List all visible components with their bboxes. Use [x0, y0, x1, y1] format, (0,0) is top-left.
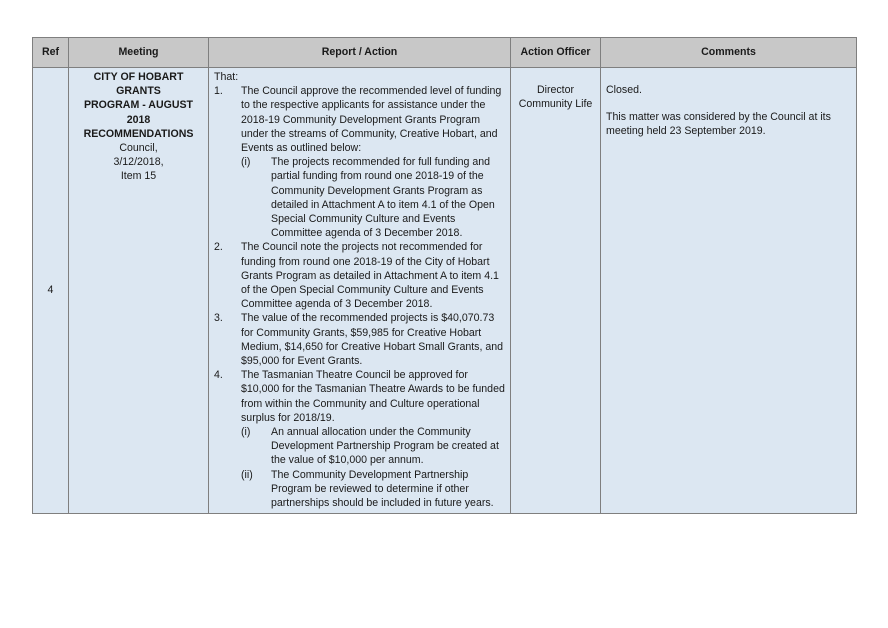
resolution-number: 3.: [214, 312, 223, 325]
resolution-text: The value of the recommended projects is $40,070.73 for Community Grants, $59,985 for Creative Hobart Medium, $14,650 for Creative Hobart Small Grants, and $95,000 for Event Grants.: [241, 312, 504, 368]
meeting-title-line-2: PROGRAM - AUGUST 2018: [83, 99, 194, 126]
subitem-number: (i): [241, 156, 251, 169]
header-comments: Comments: [601, 38, 857, 68]
meeting-title-line-1: CITY OF HOBART GRANTS: [93, 71, 184, 98]
resolution-item: [214, 240, 505, 311]
meeting-item: Item 15: [120, 170, 157, 183]
meeting-body: Council,: [119, 142, 158, 155]
subitem-text: The Community Development Partnership Program be reviewed to determine if other partnerships should be included in future years.: [271, 468, 494, 510]
comment-note: This matter was considered by the Council at its meeting held 23 September 2019.: [606, 111, 831, 138]
header-report-action: Report / Action: [209, 38, 511, 68]
resolution-number: 1.: [214, 85, 223, 98]
subitem-text: The projects recommended for full funding and partial funding from round one 2018-19 of the Community Development Grants Program as detailed in Attachment A to item 4.1 of the Open Special Community Culture and Events Committee agenda of 3 December 2018.: [271, 156, 495, 240]
resolution-text: The Tasmanian Theatre Council be approved for $10,000 for the Tasmanian Theatre Awards to be funded from within the Community and Culture operational surplus for 2018/19.: [241, 369, 505, 424]
resolution-item: [214, 84, 505, 155]
comment-status: Closed.: [606, 84, 642, 96]
subitem-number: (i): [241, 426, 251, 439]
resolution-subitem: [241, 155, 505, 240]
report-intro: That:: [214, 71, 239, 83]
header-ref: Ref: [33, 38, 69, 68]
header-row: [33, 38, 857, 68]
resolution-subitem: [241, 468, 505, 511]
comment-spacer: [606, 97, 851, 110]
comments-cell: [601, 68, 857, 514]
officer-line-2: Community Life: [518, 98, 593, 111]
resolution-item: [214, 311, 505, 368]
ref-cell: 4: [33, 68, 69, 514]
subitem-number: (ii): [241, 468, 253, 481]
table-row: [33, 68, 857, 514]
header-meeting: Meeting: [69, 38, 209, 68]
meeting-title-line-3: RECOMMENDATIONS: [83, 127, 194, 140]
meeting-date: 3/12/2018,: [113, 156, 164, 169]
resolution-text: The Council approve the recommended level of funding to the respective applicants for assistance under the 2018-19 Community Development Grants Program under the streams of Community, Creative Hobart, and Events as outlined below:: [241, 85, 502, 155]
resolution-number: 2.: [214, 241, 223, 254]
meeting-cell: [69, 68, 209, 514]
report-action-cell: [209, 68, 511, 514]
header-action-officer: Action Officer: [511, 38, 601, 68]
resolution-item: [214, 368, 505, 425]
resolution-text: The Council note the projects not recommended for funding from round one 2018-19 of the City of Hobart Grants Program as detailed in Attachment A to item 4.1 of the Open Special Community Culture and Events Committee agenda of 3 December 2018.: [241, 241, 499, 311]
subitem-text: An annual allocation under the Community Development Partnership Program be created at the value of $10,000 per annum.: [271, 426, 499, 467]
action-officer-cell: [511, 68, 601, 514]
actions-table: [32, 37, 857, 514]
resolution-number: 4.: [214, 369, 223, 382]
resolution-subitem: [241, 425, 505, 468]
officer-line-1: Director: [536, 84, 575, 96]
